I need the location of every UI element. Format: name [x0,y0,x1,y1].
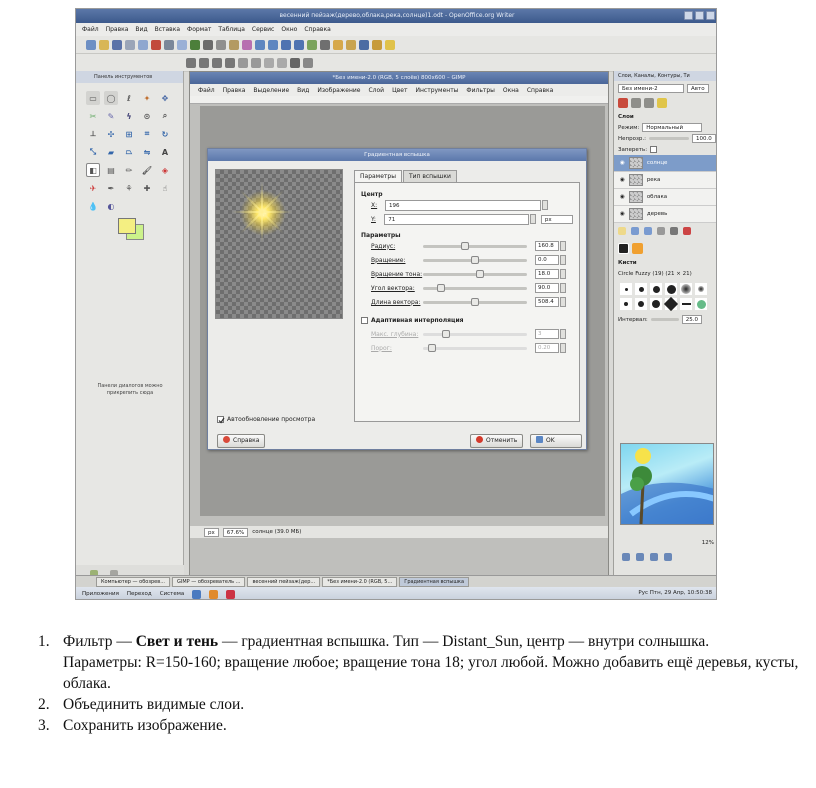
help-button-label: Справка [233,437,260,444]
spin-button[interactable] [560,329,566,339]
paths-icon[interactable]: ϟ [126,111,132,121]
brush-name: Circle Fuzzy (19) (21 × 21) [618,270,692,277]
param-row [361,267,573,281]
slider-thumb[interactable] [428,344,436,352]
landscape-thumbnail [621,444,714,525]
center-unit-select[interactable]: px [541,215,573,224]
slider-thumb[interactable] [442,330,450,338]
ellipse-select-icon[interactable]: ◯ [104,91,118,105]
align-icon[interactable]: ⊞ [125,129,133,139]
text-tool-icon[interactable]: A [161,147,169,157]
list-item [38,631,808,694]
gimp-menu-help[interactable]: Справка [526,86,554,94]
writer-menu-format[interactable]: Формат [187,26,212,33]
format-paintbrush-icon[interactable] [242,40,252,50]
writer-menu-insert[interactable]: Вставка [154,26,181,33]
layer-name[interactable]: облака [646,194,668,200]
dodge-burn-icon[interactable]: ◐ [107,201,115,211]
vector-angle-label: Угол вектора: [371,284,415,292]
brush-swatch[interactable] [620,283,632,295]
paste-icon[interactable] [229,40,239,50]
gradient-flare-dialog [207,148,587,450]
rotation-slider[interactable] [423,259,527,262]
brush-swatch[interactable] [680,283,692,295]
cancel-icon [476,436,483,443]
layers-title: Слои [618,113,634,120]
open-folder-icon[interactable] [99,40,109,50]
print-preview-icon[interactable] [177,40,187,50]
cancel-button-label: Отменить [486,437,518,444]
gimp-menu-view[interactable]: Вид [297,86,310,94]
rotation-value[interactable]: 0.0 [535,255,559,265]
pencil-icon[interactable]: ✏ [125,165,133,175]
max-depth-label: Макс. глубина: [371,330,419,338]
scissors-icon[interactable]: ✂ [89,111,97,121]
gimp-menu-select[interactable]: Выделение [253,86,290,94]
layer-row[interactable] [614,172,717,189]
spin-button[interactable] [560,283,566,293]
task-gradient-flare[interactable]: Градиентная вспышка [399,577,469,587]
gimp-menu-layer[interactable]: Слой [368,86,385,94]
color-picker-icon[interactable]: ⊙ [143,111,151,121]
brush-swatch[interactable] [680,298,692,310]
spacing-label: Интервал: [618,316,648,323]
delete-layer-icon[interactable] [683,227,691,235]
radius-slider[interactable] [423,245,527,248]
foreground-color-swatch[interactable] [118,218,136,234]
brush-swatch[interactable] [665,298,677,310]
writer-menu-edit[interactable]: Правка [105,26,129,33]
writer-formatting-toolbar [76,54,717,72]
navigation-preview[interactable] [620,443,714,525]
redo-icon[interactable] [268,40,278,50]
align-right-icon[interactable] [212,58,222,68]
rect-select-icon[interactable]: ▭ [86,91,100,105]
help-launcher-icon[interactable] [226,590,235,599]
layer-row[interactable] [614,155,717,172]
eye-icon[interactable]: ◉ [620,194,625,200]
spellcheck-icon[interactable] [190,40,200,50]
param-row [361,295,573,309]
channels-tab-icon[interactable] [631,98,641,108]
crop-icon[interactable]: ⌗ [144,129,150,138]
select-by-color-icon[interactable]: ✥ [161,93,169,103]
blur-icon[interactable]: 💧 [88,201,98,211]
autopreview-row [217,416,315,423]
slider-thumb[interactable] [471,256,479,264]
list-item [38,715,808,736]
fuzzy-select-icon[interactable]: ✦ [143,93,151,103]
x-label: X: [371,201,378,209]
align-center-icon[interactable] [199,58,209,68]
nav-zoom-value: 12% [701,539,714,546]
move-icon[interactable]: ✣ [107,129,115,139]
show-draw-functions-icon[interactable] [307,40,317,50]
zoom-in-icon[interactable] [636,553,644,561]
param-row [361,341,573,355]
window-list [76,575,717,587]
item-number: 3. [38,717,50,734]
layer-name[interactable]: река [646,177,661,183]
gimp-menu-edit[interactable]: Правка [222,86,246,94]
item1-text-b: — градиентная вспышка. Тип — Distant_Sun, центр — внутри солнышка. [218,633,710,650]
scale-icon[interactable]: ⤡ [89,147,97,156]
spacing-value[interactable]: 25.0 [682,315,702,324]
clone-icon[interactable]: ⚘ [125,183,133,193]
autopreview-checkbox[interactable] [217,416,224,423]
close-icon[interactable] [706,11,715,20]
brush-swatch[interactable] [665,283,677,295]
gimp-menu-file[interactable]: Файл [198,86,215,94]
highlight-icon[interactable] [303,58,313,68]
fg-bg-colors[interactable] [116,216,146,242]
paths-tab-icon[interactable] [644,98,654,108]
image-select[interactable]: Без имени-2 [618,84,684,93]
writer-menu-file[interactable]: Файл [82,26,99,33]
param-row [361,281,573,295]
threshold-value[interactable]: 0.20 [535,343,559,353]
brush-grid [614,279,717,314]
help-button[interactable] [217,434,265,448]
print-icon[interactable] [164,40,174,50]
item1-bold: Свет и тень [135,633,219,650]
measure-icon[interactable]: ⟂ [90,129,96,138]
writer-menu-tools[interactable]: Сервис [251,26,275,33]
task-writer[interactable]: весенний пейзаж(дер... [247,577,320,587]
ink-icon[interactable]: ✒ [107,183,115,193]
eraser-icon[interactable]: ◈ [161,165,169,175]
dock-title: Слои, Каналы, Контуры, Ти [614,71,717,81]
vector-angle-slider[interactable] [423,287,527,290]
task-file-manager[interactable]: Компьютер — обозрев... [96,577,170,587]
tab-settings[interactable]: Параметры [354,170,402,182]
max-depth-slider[interactable] [423,333,527,336]
writer-menu-table[interactable]: Таблица [218,26,245,33]
minimize-icon[interactable] [684,11,693,20]
task-gimp-browser[interactable]: GIMP — обозреватель ... [172,577,245,587]
zoom-out-icon[interactable] [622,553,630,561]
layer-thumbnail [629,157,643,169]
borders-icon[interactable] [290,58,300,68]
email-icon[interactable] [125,40,135,50]
brush-swatch[interactable] [650,298,662,310]
smudge-icon[interactable]: ☝ [162,183,168,193]
layer-row[interactable] [614,189,717,206]
spin-button[interactable] [560,297,566,307]
adaptive-label: Адаптивная интерполяция [371,316,464,324]
adaptive-checkbox[interactable] [361,317,368,324]
bullets-icon[interactable] [251,58,261,68]
numbering-icon[interactable] [238,58,248,68]
opacity-slider[interactable] [649,137,689,140]
perspective-icon[interactable]: ⏢ [125,147,133,156]
dock-hint-text: Панели диалогов можно прикрепить сюда [97,383,163,396]
brush-swatch[interactable] [695,298,707,310]
brushes-tab-icon[interactable] [618,243,629,254]
export-pdf-icon[interactable] [151,40,161,50]
writer-menu-view[interactable]: Вид [135,26,148,33]
gimp-toolbox [76,71,184,583]
writer-menubar [76,23,717,36]
writer-titlebar [76,9,717,23]
heal-icon[interactable]: ✚ [143,183,151,193]
blend-icon[interactable]: ▤ [107,165,115,175]
gimp-menu-tools[interactable]: Инструменты [415,86,459,94]
foreground-select-icon[interactable]: ✎ [107,111,115,121]
duplicate-layer-icon[interactable] [657,227,665,235]
vector-angle-value[interactable]: 90.0 [535,283,559,293]
zoom-1to1-icon[interactable] [664,553,672,561]
help-icon[interactable] [385,40,395,50]
gimp-menu-windows[interactable]: Окна [502,86,519,94]
spacing-slider[interactable] [651,318,679,321]
hue-rotation-label: Вращение тона: [371,270,423,278]
anchor-layer-icon[interactable] [670,227,678,235]
params-group-label: Параметры [361,232,401,239]
instructions [38,631,808,736]
dialog-title: Градиентная вспышка [208,149,586,161]
settings-panel [354,182,580,422]
layer-name[interactable]: деревь [646,211,668,217]
undo-icon[interactable] [255,40,265,50]
item2-text: Объединить видимые слои. [63,696,245,713]
desktop-panel [76,587,717,600]
y-label: Y: [371,215,376,223]
y-spin-button[interactable] [530,214,536,224]
brush-swatch[interactable] [695,283,707,295]
writer-title: весенний пейзаж(дерево,облака,река,солнце)1.odt - OpenOffice.org Writer [279,12,515,19]
gimp-menu-image[interactable]: Изображение [317,86,361,94]
slider-thumb[interactable] [471,298,479,306]
gimp-menu-filters[interactable]: Фильтры [466,86,495,94]
eye-icon[interactable]: ◉ [620,211,625,217]
table-icon[interactable] [294,40,304,50]
center-group-label: Центр [361,191,383,198]
brushes-title: Кисти [618,259,637,266]
nonprinting-characters-icon[interactable] [359,40,369,50]
param-row [361,253,573,267]
gimp-menu-colors[interactable]: Цвет [392,86,408,94]
hue-rotation-value[interactable]: 18.0 [535,269,559,279]
zoom-fit-icon[interactable] [650,553,658,561]
find-replace-icon[interactable] [320,40,330,50]
dialog-tabs [354,170,457,182]
max-depth-value[interactable]: 3 [535,329,559,339]
task-gimp-image[interactable]: *Без имени-2.0 (RGB, 5... [322,577,397,587]
item3-text: Сохранить изображение. [63,717,227,734]
new-layer-icon[interactable] [618,227,626,235]
mode-label: Режим: [618,124,640,131]
spin-button[interactable] [560,241,566,251]
align-left-icon[interactable] [186,58,196,68]
zoom-icon[interactable] [372,40,382,50]
item1-text-a: Фильтр — [63,633,136,650]
outdent-icon[interactable] [277,58,287,68]
cancel-button[interactable] [470,434,523,448]
list-item [38,694,808,715]
spin-button[interactable] [560,343,566,353]
gallery-icon[interactable] [346,40,356,50]
lower-layer-icon[interactable] [644,227,652,235]
copy-icon[interactable] [216,40,226,50]
mail-launcher-icon[interactable] [209,590,218,599]
center-x-input[interactable]: 196 [385,200,541,211]
item1-params: Параметры: R=150-160; вращение любое; вращение тона 18; угол любой. Можно добавить ещё деревья, кусты, облака. [63,654,799,692]
navigator-icon[interactable] [333,40,343,50]
maximize-icon[interactable] [695,11,704,20]
writer-menu-window[interactable]: Окно [281,26,298,33]
save-icon[interactable] [112,40,122,50]
bucket-fill-icon[interactable]: ◧ [86,163,100,177]
vector-length-slider[interactable] [423,301,527,304]
param-row [361,239,573,253]
autopreview-label: Автообновление просмотра [227,416,316,423]
vector-length-value[interactable]: 508.4 [535,297,559,307]
unit-select[interactable]: px [204,528,219,537]
brush-swatch[interactable] [620,298,632,310]
lock-alpha-checkbox[interactable] [650,146,657,153]
free-select-icon[interactable]: ℓ [127,93,131,103]
shear-icon[interactable]: ▰ [107,147,115,157]
new-document-icon[interactable] [86,40,96,50]
spin-button[interactable] [560,269,566,279]
layer-thumbnail [629,208,643,220]
threshold-label: Порог: [371,344,392,352]
ok-button-label: OK [546,437,555,444]
places-menu[interactable]: Переход [126,591,152,597]
active-layer-status: солнце (39.0 МБ) [252,529,302,535]
x-spin-button[interactable] [542,200,548,210]
radius-label: Радиус: [371,242,396,250]
slider-thumb[interactable] [461,242,469,250]
help-icon [223,436,230,443]
slider-thumb[interactable] [476,270,484,278]
cut-icon[interactable] [203,40,213,50]
applications-menu[interactable]: Приложения [82,591,119,597]
horizontal-ruler [190,96,608,104]
layers-tab-icon[interactable] [618,98,628,108]
tool-grid [76,83,183,221]
paintbrush-icon[interactable]: 🖌 [141,165,153,175]
layer-thumbnail [629,191,643,203]
indent-icon[interactable] [264,58,274,68]
writer-window-controls [684,11,715,20]
layer-name[interactable]: солнце [646,160,668,166]
center-y-input[interactable]: 71 [384,214,529,225]
zoom-tool-icon[interactable]: ⌕ [162,111,168,120]
mode-select[interactable]: Нормальный [642,123,702,132]
hyperlink-icon[interactable] [281,40,291,50]
tab-flare-type[interactable]: Тип вспышки [403,170,457,182]
slider-thumb[interactable] [437,284,445,292]
auto-button[interactable]: Авто [687,84,709,93]
ok-button[interactable] [530,434,582,448]
brush-swatch[interactable] [650,283,662,295]
gimp-menubar [190,84,608,96]
edit-file-icon[interactable] [138,40,148,50]
brush-swatch[interactable] [635,298,647,310]
opacity-label: Непрозр.: [618,135,646,142]
system-menu[interactable]: Система [159,591,185,597]
gimp-layers-dock [613,71,717,583]
airbrush-icon[interactable]: ✈ [89,183,97,193]
hue-rotation-slider[interactable] [423,273,527,276]
layer-row[interactable] [614,206,717,223]
clock: Рус Птн, 29 Апр, 10:50:38 [638,590,712,596]
eye-icon[interactable]: ◉ [620,160,625,166]
spin-button[interactable] [560,255,566,265]
raise-layer-icon[interactable] [631,227,639,235]
radius-value[interactable]: 160.8 [535,241,559,251]
flare-preview [215,169,343,319]
opacity-value[interactable]: 100.0 [692,134,716,143]
eye-icon[interactable]: ◉ [620,177,625,183]
browser-launcher-icon[interactable] [192,590,201,599]
item-number: 1. [38,633,50,650]
item-number: 2. [38,696,50,713]
zoom-select[interactable]: 67.6% [223,528,248,537]
writer-menu-help[interactable]: Справка [304,26,331,33]
lock-label: Запереть: [618,146,648,153]
param-row [361,327,573,341]
gimp-screenshot [75,8,717,600]
image-window-title: *Без имени-2.0 (RGB, 5 слоёв) 800x600 – GIMP [190,72,608,84]
patterns-tab-icon[interactable] [632,243,643,254]
layer-thumbnail [629,174,643,186]
vector-length-label: Длина вектора: [371,298,421,306]
writer-standard-toolbar [76,36,717,54]
rotation-label: Вращение: [371,256,406,264]
undo-history-tab-icon[interactable] [657,98,667,108]
brush-swatch[interactable] [635,283,647,295]
toolbox-title: Панель инструментов [76,71,183,83]
justify-icon[interactable] [225,58,235,68]
ok-icon [536,436,543,443]
flip-icon[interactable]: ⇋ [143,147,151,157]
threshold-slider[interactable] [423,347,527,350]
image-status-bar [190,526,608,538]
rotate-icon[interactable]: ↻ [161,129,169,139]
